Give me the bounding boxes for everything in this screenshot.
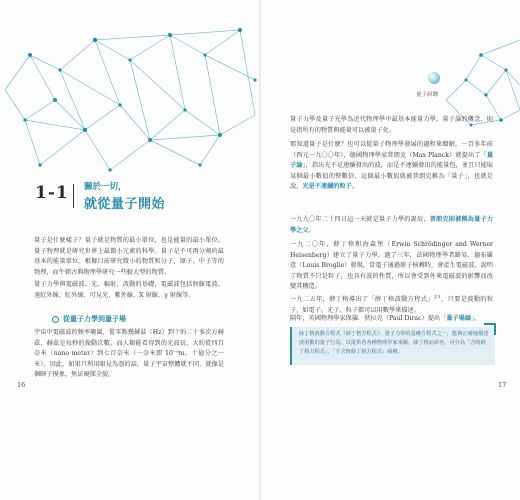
page-number-left: 16 <box>17 381 26 389</box>
paragraph-2: 量子力學與電磁波、光、輻射、波動的基礎，電磁波包括無線電波、遠紅外線、紅外線、可見光、紫外線、X 射線、γ 射線等。 <box>34 281 224 299</box>
chapter-subtitle: 關於一切， <box>84 182 127 192</box>
section-bullet-icon <box>52 316 59 323</box>
paragraph-r1: 量子力學及量子光學為近代物理學中最基本能量力學，量子論的概念，則是指所有的物質與能量可以被量子化。 <box>290 116 493 134</box>
header-ball-icon <box>428 72 440 84</box>
section-heading-text: 從量子力學到量子場 <box>63 315 126 323</box>
chapter-number: 1-1 <box>35 183 69 203</box>
left-page <box>0 0 259 500</box>
chapter-divider <box>73 184 74 208</box>
section-heading <box>52 314 126 324</box>
paragraph-3: 宇宙中電磁波的頻率範圍，從零點幾赫茲（Hz）到十的二十多次方赫茲，赫茲是每秒的振動次數。而人類能看得到的光波長，大約從四百奈米（nano meter）到七百奈米（一奈米即 10⁻⁹m，十億分之一米），因此，如果只利用眼見為憑的話，量子宇宙整體就不同，就像是個瞎子摸象，無法窺探全貌。 <box>34 329 224 379</box>
callout-text: 薛丁格波動方程式（薛丁格方程式）：量子力學的基礎方程式之一，能與正確地描述波函數的量子行為。以提供者各種物理學家來稱，薛丁格而命名，可分為「含時薛丁格方程式」，「不含時薛丁格方程式」兩種。 <box>299 331 489 355</box>
paragraph-1: 量子是什麼樣子？量子就是物質的最小單位，也是能量的最小單位。量子物理就是研究世界上最微小元素的科學。量子是不可再分割的最基本的能量單位。根據目前研究微小的物質和分子，原子、中子等的物理，而牛頓古典物理學研究一些較大型的物質。 <box>34 237 224 276</box>
paragraph-r4: 一九二〇年，薛丁格和海森堡（Erwin Schrödinger and Werner Heisenberg）建立了量子力學，過了三年，法國物理學者路易．德布羅意（Louis Broglie）發現，當電子通過原子核轉時，會產生電磁波，說明了物質不只是粒子，也具有波的性質，所以會受到外來電磁波的影響而改變其構造。 <box>290 241 493 291</box>
right-page <box>261 0 520 500</box>
page-number-right: 17 <box>498 381 507 389</box>
paragraph-r2: 那知道量子是什麼？也可以從量子物理學發展的過程來瞭解。一百多年前（西元一九〇〇年），德國物理學家普朗克（Max Planck）就提出了「量子論」，指出光不是連續發出的波，而是不連續發出的能量包，並且只能取某個最小數值的整數倍，這個最小數值就被普朗克稱為「量子」，也就是說，光是不連續的粒子。 <box>290 141 493 191</box>
paragraph-r5: 一九二五年，薛丁格導出了「薛丁格波動方程式」$^{註1}$，只要是波動的粒子，如電子、光子、粒子都可以用數學來描述。 <box>290 294 494 314</box>
footnote-callout <box>290 327 495 365</box>
chapter-title: 就從量子開始 <box>84 197 166 212</box>
running-header: 量子糾纏 <box>416 92 439 98</box>
network-decoration-left <box>0 0 259 180</box>
paragraph-r3: 一九九〇年二十四日這一天就是量子力學的誕辰，普朗克則被稱為量子力學之父。 <box>290 216 494 234</box>
paragraph-r6: 隔年，英國物理學家保羅．狄拉克（Paul Dirac）提出「量子場論」， <box>290 315 481 322</box>
